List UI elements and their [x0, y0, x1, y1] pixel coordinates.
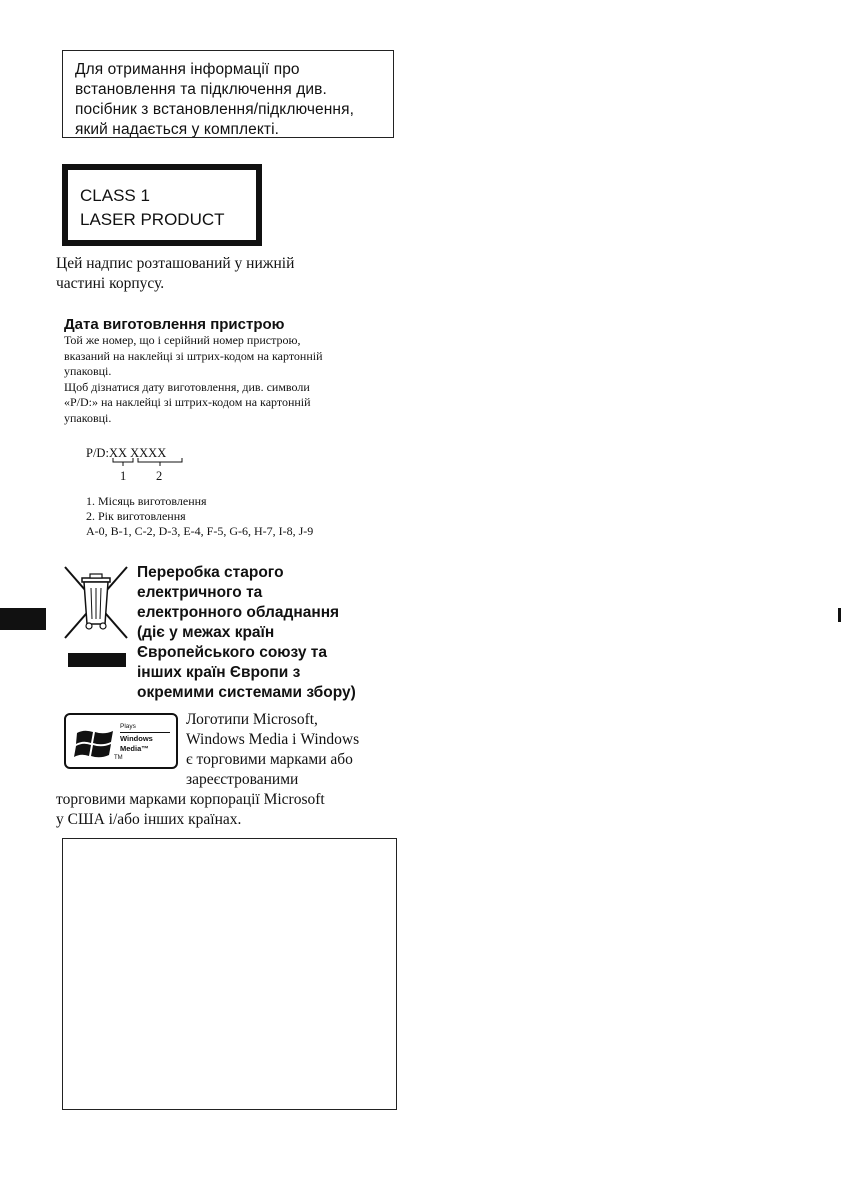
pd-legend-month: 1. Місяць виготовлення	[86, 494, 207, 508]
wm-tm: TM	[114, 755, 123, 761]
laser-label-note	[56, 254, 294, 294]
ms-line-1: Логотипи Microsoft,	[186, 711, 318, 728]
laser-note-line-1: Цей надпис розташований у нижній	[56, 255, 295, 272]
ms-line-5: торговими марками корпорації Microsoft	[56, 791, 325, 808]
date-body-line-2: вказаний на наклейці зі штрих-кодом на картонній	[64, 348, 323, 363]
pd-code-brackets	[112, 457, 192, 469]
weee-line-7: окремими системами збору)	[137, 684, 356, 701]
date-body-line-4: Щоб дізнатися дату виготовлення, див. символи	[64, 379, 310, 394]
weee-line-6: інших країн Європи з	[137, 664, 301, 681]
date-body-line-1: Той же номер, що і серійний номер пристрою,	[64, 333, 301, 347]
pd-marker-2: 2	[156, 469, 163, 483]
pd-marker-1: 1	[120, 469, 127, 483]
wm-windows: Windows	[120, 734, 153, 743]
empty-frame-box	[62, 838, 397, 1110]
date-body-line-5: «P/D:» на наклейці зі штрих-кодом на картонній	[64, 395, 311, 409]
laser-note-line-2: частині корпусу.	[56, 275, 165, 292]
wm-media: Media™	[120, 744, 149, 753]
weee-line-3: електронного обладнання	[137, 604, 340, 621]
installation-info-box	[62, 50, 394, 138]
manufacture-date-body	[64, 333, 323, 426]
crossed-bin-icon	[62, 564, 130, 642]
ms-line-4: зареєстрованими	[186, 771, 299, 788]
pd-year-code: XXXX	[130, 446, 167, 460]
info-line-1: Для отримання інформації про	[75, 61, 300, 78]
date-body-line-3: упаковці.	[64, 364, 112, 378]
pd-prefix: P/D:	[86, 446, 109, 460]
microsoft-trademark-note	[56, 710, 359, 830]
info-line-3: посібник з встановлення/підключення,	[75, 101, 354, 118]
date-body-line-6: упаковці.	[64, 410, 112, 425]
pd-legend-year: 2. Рік виготовлення	[86, 509, 186, 523]
weee-line-1: Переробка старого	[137, 564, 284, 581]
ms-line-2: Windows Media і Windows	[186, 731, 360, 748]
laser-product-label	[62, 164, 262, 246]
weee-heading	[137, 563, 356, 703]
pd-month-code: XX	[108, 446, 127, 460]
ms-line-6: у США і/або інших країнах.	[56, 811, 242, 828]
wm-plays: Plays	[120, 723, 136, 730]
info-line-2: встановлення та підключення див.	[75, 81, 327, 98]
side-thumb-tab	[0, 608, 46, 630]
weee-black-bar	[68, 653, 126, 667]
manufacture-date-title: Дата виготовлення пристрою	[64, 316, 285, 333]
pd-legend-codes: A-0, B-1, C-2, D-3, E-4, F-5, G-6, H-7, I-8, J-9	[86, 524, 314, 538]
weee-line-5: Європейського союзу та	[137, 644, 327, 661]
weee-line-4: (діє у межах країн	[137, 624, 275, 641]
laser-class: CLASS 1	[80, 186, 150, 205]
pd-legend	[86, 494, 313, 539]
laser-product: LASER PRODUCT	[80, 210, 225, 229]
weee-line-2: електричного та	[137, 584, 263, 601]
ms-line-3: є торговими марками або	[186, 751, 353, 768]
info-line-4: який надається у комплекті.	[75, 121, 280, 138]
